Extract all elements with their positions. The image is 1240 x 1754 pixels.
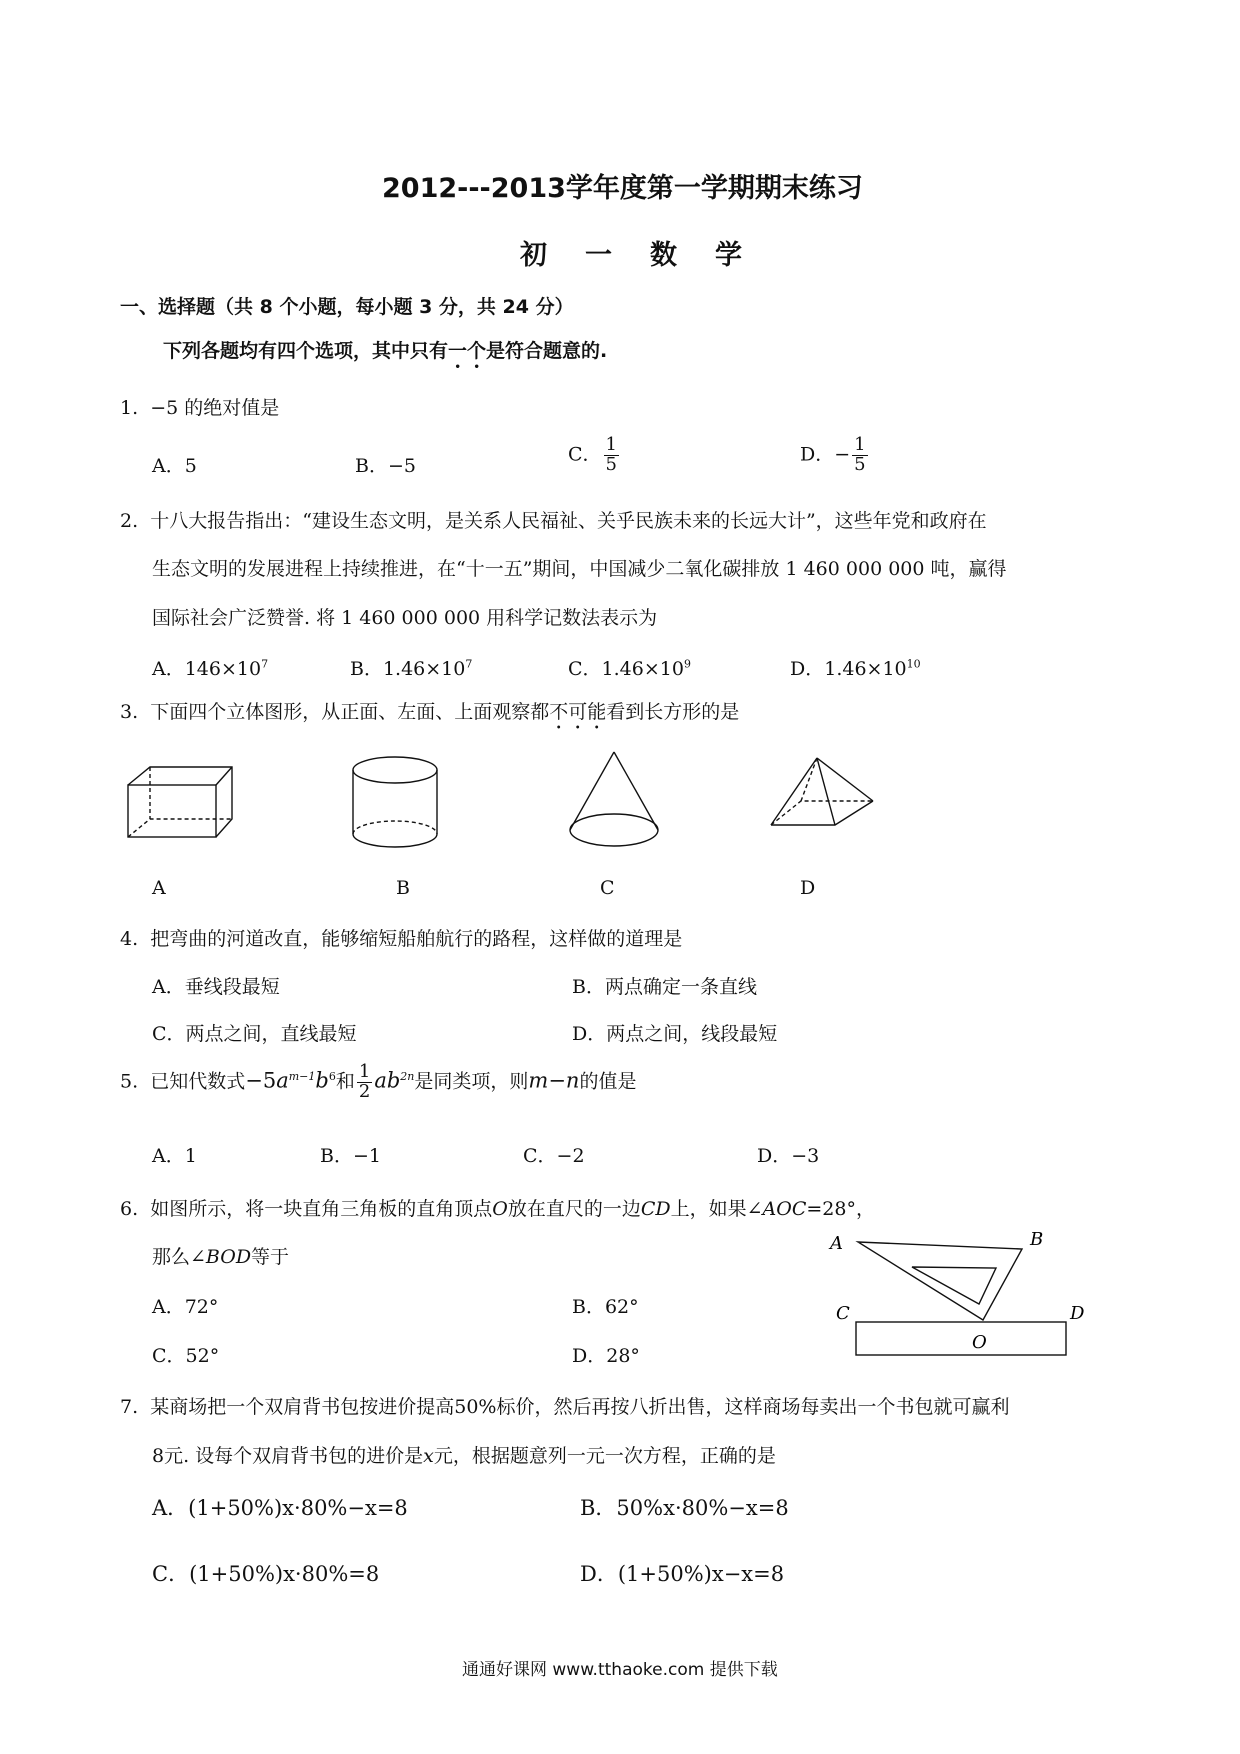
question-4: [120, 924, 682, 951]
figure-pyramid: [765, 755, 885, 855]
q6-option-c: C．52°: [152, 1345, 220, 1367]
q1-option-b: B．−5: [355, 455, 416, 477]
question-number: 2.: [120, 510, 139, 532]
section-heading: 一、选择题（共 8 个小题，每小题 3 分，共 24 分）: [120, 296, 574, 318]
question-number: 4.: [120, 928, 139, 950]
question-text: 8元. 设每个双肩背书包的进价是: [152, 1445, 424, 1467]
option-label: D．−: [800, 443, 851, 466]
q7-option-b: B．50%x·80%−x=8: [580, 1496, 789, 1520]
question-text-end: 的值是: [579, 1070, 637, 1093]
q4-option-b: B．两点确定一条直线: [572, 976, 757, 998]
exponent: 7: [261, 657, 269, 671]
figure-cylinder: [345, 748, 445, 858]
figure-set-square-on-ruler: [820, 1225, 1100, 1360]
variable-a: a: [276, 1068, 289, 1093]
label-o: O: [972, 1332, 987, 1353]
q3-label-b: B: [396, 877, 410, 899]
fraction-numerator: 1: [358, 1061, 371, 1082]
instruction-text: 下列各题均有四个选项，其中只有: [163, 340, 449, 362]
label-c: C: [836, 1303, 850, 1324]
q6-option-a: A．72°: [152, 1296, 219, 1318]
question-number: 7.: [120, 1396, 139, 1418]
label-a: A: [830, 1233, 843, 1254]
question-text-end: 看到长方形的是: [606, 701, 740, 723]
q7-option-c: C．(1+50%)x·80%=8: [152, 1562, 380, 1586]
question-text: 那么∠: [152, 1246, 206, 1268]
question-text: 元，根据题意列一元一次方程，正确的是: [433, 1445, 776, 1467]
question-text: 下面四个立体图形，从正面、左面、上面观察都: [150, 701, 550, 723]
q1-option-a: A．5: [152, 455, 197, 477]
q1-option-c: [568, 436, 621, 475]
q5-option-d: D．−3: [757, 1145, 820, 1167]
figure-rectangular-prism: [120, 755, 250, 855]
question-3: [120, 697, 739, 734]
question-number: 1.: [120, 397, 139, 419]
q7-option-d: D．(1+50%)x−x=8: [580, 1562, 785, 1586]
exam-subtitle: 初一数学: [520, 240, 780, 271]
fraction-numerator: 1: [854, 434, 866, 455]
question-text: 等于: [251, 1246, 290, 1268]
question-text: 已知代数式: [150, 1070, 246, 1093]
question-2-line2: 生态文明的发展进程上持续推进，在“十一五”期间，中国减少二氧化碳排放 1 460 000 000 吨，赢得: [152, 558, 1007, 580]
variable-x: x: [423, 1445, 434, 1467]
question-7-line2: [152, 1441, 776, 1468]
question-number: 3.: [120, 701, 139, 723]
q5-option-b: B．−1: [320, 1145, 381, 1167]
q6-option-b: B．62°: [572, 1296, 639, 1318]
question-1: [120, 393, 279, 420]
option-text: B．1.46×10: [350, 658, 466, 680]
question-text: =28°，: [806, 1198, 875, 1220]
exponent: 10: [906, 657, 921, 671]
exam-title: 2012---2013学年度第一学期期末练习: [382, 173, 863, 204]
q7-option-a: A．(1+50%)x·80%−x=8: [152, 1496, 408, 1520]
q3-label-d: D: [800, 877, 816, 899]
q3-label-c: C: [600, 877, 615, 899]
q5-option-a: A．1: [152, 1145, 197, 1167]
question-text-line1: 十八大报告指出：“建设生态文明，是关系人民福祉、关乎民族未来的长远大计”，这些年党和政府在: [150, 510, 987, 532]
exponent: m−1: [288, 1070, 316, 1084]
question-text: −5 的绝对值是: [150, 397, 280, 419]
exponent: 7: [465, 657, 473, 671]
question-number: 5.: [120, 1070, 139, 1093]
q2-option-a: [152, 654, 268, 681]
question-text: 如图所示，将一块直角三角板的直角顶点: [150, 1198, 493, 1220]
q4-option-a: A．垂线段最短: [152, 976, 280, 998]
question-5: [120, 1063, 636, 1102]
question-2-line3: 国际社会广泛赞誉. 将 1 460 000 000 用科学记数法表示为: [152, 607, 658, 629]
q2-option-d: [790, 654, 921, 681]
fraction: [852, 436, 867, 475]
q3-label-a: A: [152, 877, 166, 899]
question-emphasis: 不可能: [549, 701, 607, 723]
segment-cd: CD: [640, 1198, 671, 1220]
coefficient: −5: [245, 1068, 277, 1093]
fraction: [604, 436, 619, 475]
question-2: [120, 506, 987, 533]
variable-b: b: [315, 1068, 329, 1093]
label-b: B: [1030, 1229, 1044, 1250]
option-text: D．1.46×10: [790, 658, 907, 680]
exponent: 9: [683, 657, 691, 671]
q6-option-d: D．28°: [572, 1345, 640, 1367]
exponent: 6: [328, 1070, 336, 1084]
q1-option-d: [800, 436, 870, 475]
angle-aoc: AOC: [762, 1198, 807, 1220]
exponent: 2n: [400, 1070, 415, 1084]
question-text-mid: 是同类项，则: [414, 1070, 529, 1093]
angle-bod: BOD: [205, 1246, 252, 1268]
fraction-numerator: 1: [605, 434, 617, 455]
fraction: [357, 1063, 372, 1102]
fraction-denominator: 5: [605, 453, 617, 475]
point-o: O: [492, 1198, 508, 1220]
q5-option-c: C．−2: [523, 1145, 585, 1167]
figure-cone: [560, 748, 670, 858]
conjunction: 和: [335, 1070, 355, 1093]
question-6: [120, 1194, 875, 1221]
option-label: C．: [568, 443, 602, 466]
q2-option-c: [568, 654, 691, 681]
question-text: 上，如果∠: [670, 1198, 763, 1220]
label-d: D: [1070, 1303, 1085, 1324]
option-text: A．146×10: [152, 658, 262, 680]
fraction-denominator: 5: [854, 453, 866, 475]
fraction-denominator: 2: [358, 1080, 371, 1102]
q2-option-b: [350, 654, 472, 681]
q4-option-d: D．两点之间，线段最短: [572, 1023, 778, 1045]
question-6-line2: [152, 1242, 289, 1269]
question-text-line1: 某商场把一个双肩背书包按进价提高50%标价，然后再按八折出售，这样商场每卖出一个书包就可赢利: [150, 1396, 1010, 1418]
page-footer: 通通好课网 www.tthaoke.com 提供下载: [462, 1660, 778, 1680]
instruction-text-end: 是符合题意的.: [486, 340, 608, 362]
question-text: 把弯曲的河道改直，能够缩短船舶航行的路程，这样做的道理是: [150, 928, 683, 950]
expression: m−n: [528, 1068, 580, 1093]
instruction-emphasis: 一个: [448, 340, 487, 362]
question-7: [120, 1392, 1009, 1419]
variables-ab: ab: [374, 1068, 401, 1093]
q4-option-c: C．两点之间，直线最短: [152, 1023, 357, 1045]
option-text: C．1.46×10: [568, 658, 684, 680]
question-number: 6.: [120, 1198, 139, 1220]
section-instruction: [163, 336, 607, 373]
question-text: 放在直尺的一边: [507, 1198, 641, 1220]
